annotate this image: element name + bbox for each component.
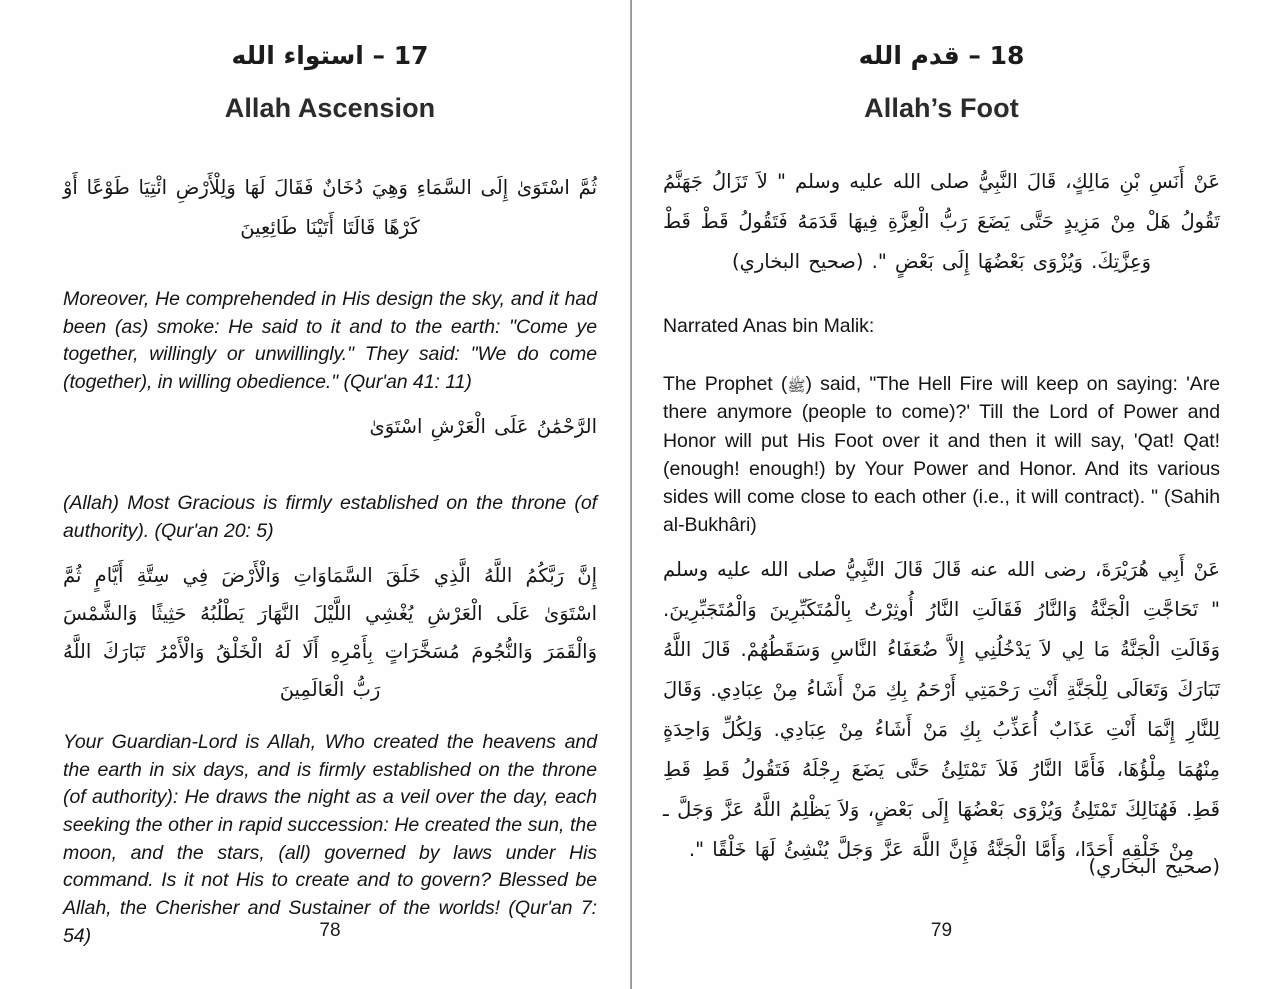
right-heading-arabic: 18 – قدم الله xyxy=(858,41,1025,70)
hadith-1-translation xyxy=(663,370,1220,540)
page-right xyxy=(631,0,1280,989)
hadith-1-narrator: Narrated Anas bin Malik: xyxy=(663,315,875,337)
left-page-heading xyxy=(63,40,597,124)
quran-7-54-translation: Your Guardian-Lord is Allah, Who created the heavens and the earth in six days, and is firmly established on the throne (of authority): He draws the night as a veil over the day, each seeking the other in rapid succession: He created the sun, the moon, and the stars, (all) governed by laws under His command. Is it not His to create and to govern? Blessed be Allah, the Cherisher and Sustainer of the worlds! (Qur'an 7: 54) xyxy=(63,731,597,947)
page-left xyxy=(0,0,631,989)
quran-41-11-translation: Moreover, He comprehended in His design the sky, and it had been (as) smoke: He said to it and to the earth: "Come ye together, willingly or unwillingly." They said: "We do come (together), in willing obedience." (Qur'an 41: 11) xyxy=(63,288,597,394)
hadith-2-source: (صحيح البخاري) xyxy=(1088,855,1220,878)
hadith-1-arabic: عَنْ أَنَسِ بْنِ مَالِكٍ، قَالَ النَّبِيُّ صلى الله عليه وسلم " لاَ تَزَالُ جَهَنَّمُ تَقُولُ هَلْ مِنْ مَزِيدٍ حَتَّى يَضَعَ رَبُّ الْعِزَّةِ فِيهَا قَدَمَهُ فَتَقُولُ قَطْ قَطْ وَعِزَّتِكَ. وَيُزْوَى بَعْضُهَا إِلَى بَعْضٍ ". (صحيح البخاري) xyxy=(663,170,1220,273)
hadith-1-translation-lead: The Prophet ( xyxy=(663,373,788,395)
quran-41-11-arabic: ثُمَّ اسْتَوَىٰ إِلَى السَّمَاءِ وَهِيَ دُخَانٌ فَقَالَ لَهَا وَلِلْأَرْضِ ائْتِيَا طَوْعًا أَوْ كَرْهًا قَالَتَا أَتَيْنَا طَائِعِينَ xyxy=(63,176,597,239)
right-heading-english: Allah’s Foot xyxy=(864,93,1019,124)
hadith-1-translation-rest: ) said, "The Hell Fire will keep on saying: 'Are there anymore (people to come)?' Till the Lord of Power and Honor will put His Foot over it and then it will say, 'Qat! Qat! (enough! enough!) by Your Power and Honor. And its various sides will come close to each other (i.e., it will contract). " (Sahih al-Bukhâri) xyxy=(663,373,1220,537)
left-heading-arabic: 17 – استواء الله xyxy=(231,41,429,70)
sallallahu-alayhi-wasallam-glyph: ﷺ xyxy=(787,377,806,395)
quran-20-5-arabic: الرَّحْمَٰنُ عَلَى الْعَرْشِ اسْتَوَىٰ xyxy=(369,415,597,438)
quran-7-54-arabic: إِنَّ رَبَّكُمُ اللَّهُ الَّذِي خَلَقَ السَّمَاوَاتِ وَالْأَرْضَ فِي سِتَّةِ أَيَّامٍ ثُمَّ اسْتَوَىٰ عَلَى الْعَرْشِ يُغْشِي اللَّيْلَ النَّهَارَ يَطْلُبُهُ حَثِيثًا وَالشَّمْسَ وَالْقَمَرَ وَالنُّجُومَ مُسَخَّرَاتٍ بِأَمْرِهِ أَلَا لَهُ الْخَلْقُ وَالْأَمْرُ تَبَارَكَ اللَّهُ رَبُّ الْعَالَمِينَ xyxy=(63,564,597,702)
right-page-heading xyxy=(663,40,1220,124)
hadith-2-arabic: عَنْ أَبِي هُرَيْرَةَ، رضى الله عنه قَالَ قَالَ النَّبِيُّ صلى الله عليه وسلم " تَحَاجَّتِ الْجَنَّةُ وَالنَّارُ فَقَالَتِ النَّارُ أُوثِرْتُ بِالْمُتَكَبِّرِينَ وَالْمُتَجَبِّرِينَ. وَقَالَتِ الْجَنَّةُ مَا لِي لاَ يَدْخُلُنِي إِلاَّ ضُعَفَاءُ النَّاسِ وَسَقَطُهُمْ. قَالَ اللَّهُ تَبَارَكَ وَتَعَالَى لِلْجَنَّةِ أَنْتِ رَحْمَتِي أَرْحَمُ بِكِ مَنْ أَشَاءُ مِنْ عِبَادِي. وَقَالَ لِلنَّارِ إِنَّمَا أَنْتِ عَذَابٌ أُعَذِّبُ بِكِ مَنْ أَشَاءُ مِنْ عِبَادِي. وَلِكُلِّ وَاحِدَةٍ مِنْهُمَا مِلْؤُهَا، فَأَمَّا النَّارُ فَلاَ تَمْتَلِئُ حَتَّى يَضَعَ رِجْلَهُ فَتَقُولُ قَطِ قَطِ قَطِ. فَهُنَالِكَ تَمْتَلِئُ وَيُزْوَى بَعْضُهَا إِلَى بَعْضٍ، وَلاَ يَظْلِمُ اللَّهُ عَزَّ وَجَلَّ ـ مِنْ خَلْقِهِ أَحَدًا، وَأَمَّا الْجَنَّةُ فَإِنَّ اللَّهَ عَزَّ وَجَلَّ يُنْشِئُ لَهَا خَلْقًا ". xyxy=(663,558,1220,861)
quran-20-5-translation: (Allah) Most Gracious is firmly established on the throne (of authority). (Qur'an 20: 5) xyxy=(63,492,597,542)
folio-left: 78 xyxy=(319,920,341,941)
folio-right: 79 xyxy=(930,920,953,941)
page-gutter-line xyxy=(630,0,632,989)
left-heading-english: Allah Ascension xyxy=(224,93,436,124)
